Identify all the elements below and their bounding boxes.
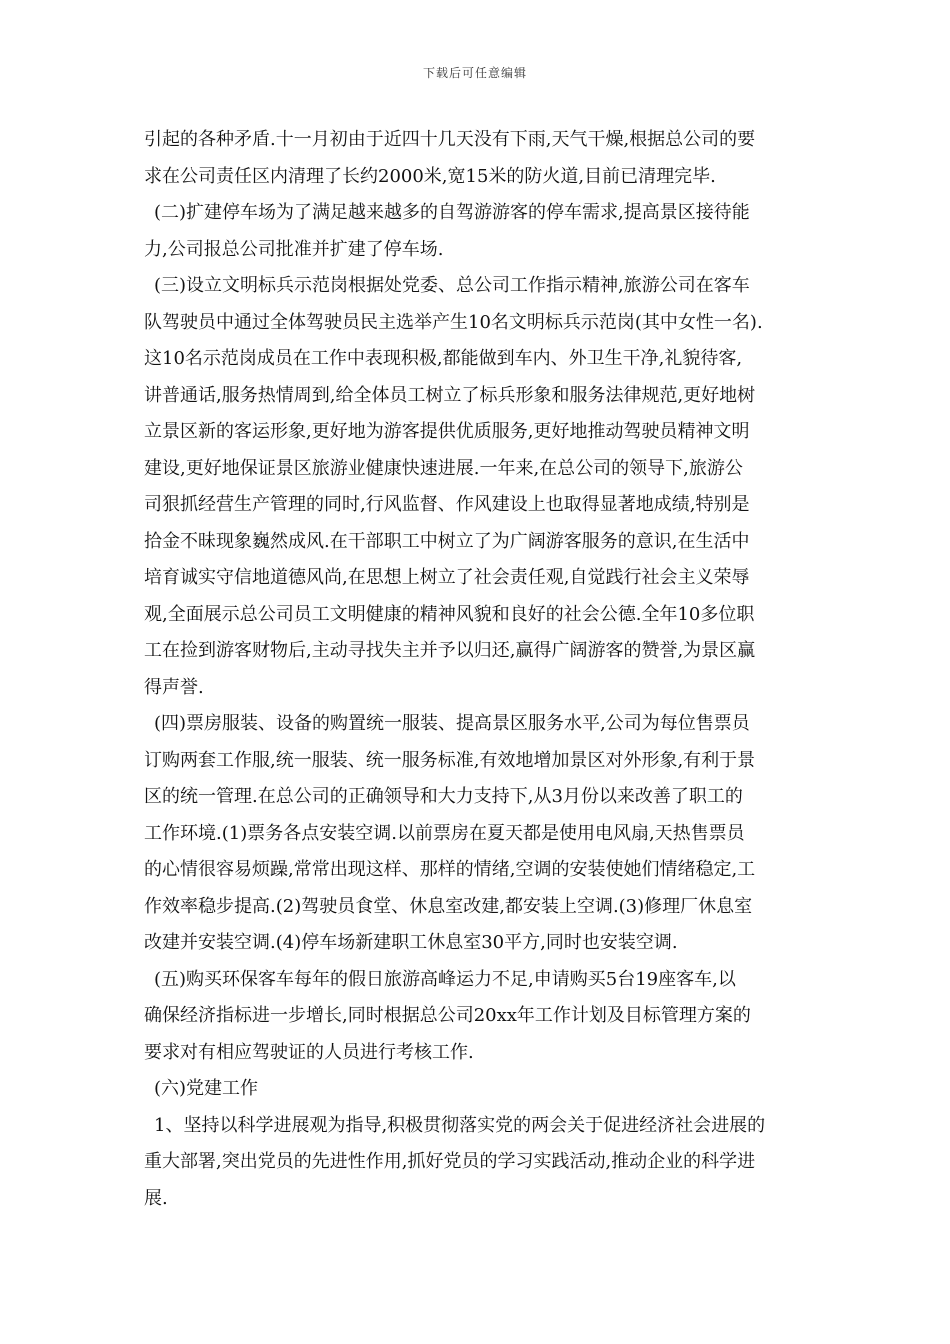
text-line: 工作环境.(1)票务各点安装空调.以前票房在夏天都是使用电风扇,天热售票员 (144, 822, 745, 844)
text-line: 作效率稳步提高.(2)驾驶员食堂、休息室改建,都安装上空调.(3)修理厂休息室 (144, 895, 753, 917)
text-line: 这10名示范岗成员在工作中表现积极,都能做到车内、外卫生干净,礼貌待客, (144, 348, 743, 369)
text-line: 引起的各种矛盾.十一月初由于近四十几天没有下雨,天气干燥,根据总公司的要 (144, 129, 756, 150)
text-line: 队驾驶员中通过全体驾驶员民主选举产生10名文明标兵示范岗(其中女性一名). (144, 311, 763, 333)
text-line: 工在捡到游客财物后,主动寻找失主并予以归还,赢得广阔游客的赞誉,为景区赢 (144, 640, 756, 661)
text-line: (二)扩建停车场为了满足越来越多的自驾游游客的停车需求,提高景区接待能 (154, 202, 750, 223)
text-line: 要求对有相应驾驶证的人员进行考核工作. (144, 1041, 474, 1063)
text-line: 求在公司责任区内清理了长约2000米,宽15米的防火道,目前已清理完毕. (144, 165, 716, 187)
text-line: (四)票房服装、设备的购置统一服装、提高景区服务水平,公司为每位售票员 (154, 713, 750, 734)
text-line: 讲普通话,服务热情周到,给全体员工树立了标兵形象和服务法律规范,更好地树 (144, 384, 756, 406)
text-line: 建设,更好地保证景区旅游业健康快速进展.一年来,在总公司的领导下,旅游公 (144, 457, 743, 479)
text-line: 区的统一管理.在总公司的正确领导和大力支持下,从3月份以来改善了职工的 (144, 786, 743, 807)
text-line: 立景区新的客运形象,更好地为游客提供优质服务,更好地推动驾驶员精神文明 (144, 421, 750, 442)
text-line: (六)党建工作 (154, 1078, 259, 1099)
text-line: 订购两套工作服,统一服装、统一服务标准,有效地增加景区对外形象,有利于景 (144, 749, 756, 771)
text-line: 培育诚实守信地道德风尚,在思想上树立了社会责任观,自觉践行社会主义荣辱 (144, 567, 750, 588)
text-line: 司狠抓经营生产管理的同时,行风监督、作风建设上也取得显著地成绩,特别是 (144, 494, 750, 515)
text-line: 的心情很容易烦躁,常常出现这样、那样的情绪,空调的安装使她们情绪稳定,工 (144, 859, 756, 880)
text-line: 拾金不昧现象巍然成风.在干部职工中树立了为广阔游客服务的意识,在生活中 (144, 530, 750, 552)
text-line: 力,公司报总公司批准并扩建了停车场. (144, 238, 444, 260)
text-line: 改建并安装空调.(4)停车场新建职工休息室30平方,同时也安装空调. (144, 932, 678, 953)
text-line: 观,全面展示总公司员工文明健康的精神风貌和良好的社会公德.全年10多位职 (144, 603, 755, 625)
text-line: 1、坚持以科学进展观为指导,积极贯彻落实党的两会关于促进经济社会进展的 (154, 1114, 766, 1136)
text-line: (五)购买环保客车每年的假日旅游高峰运力不足,申请购买5台19座客车,以 (154, 968, 736, 990)
text-line: 确保经济指标进一步增长,同时根据总公司20xx年工作计划及目标管理方案的 (144, 1005, 751, 1026)
text-line: 重大部署,突出党员的先进性作用,抓好党员的学习实践活动,推动企业的科学进 (144, 1151, 756, 1172)
text-line: (三)设立文明标兵示范岗根据处党委、总公司工作指示精神,旅游公司在客车 (154, 275, 750, 296)
page-header: 下载后可任意编辑 (422, 66, 527, 80)
text-line: 得声誉. (144, 676, 204, 698)
text-line: 展. (144, 1187, 168, 1209)
document-body (144, 122, 814, 1217)
